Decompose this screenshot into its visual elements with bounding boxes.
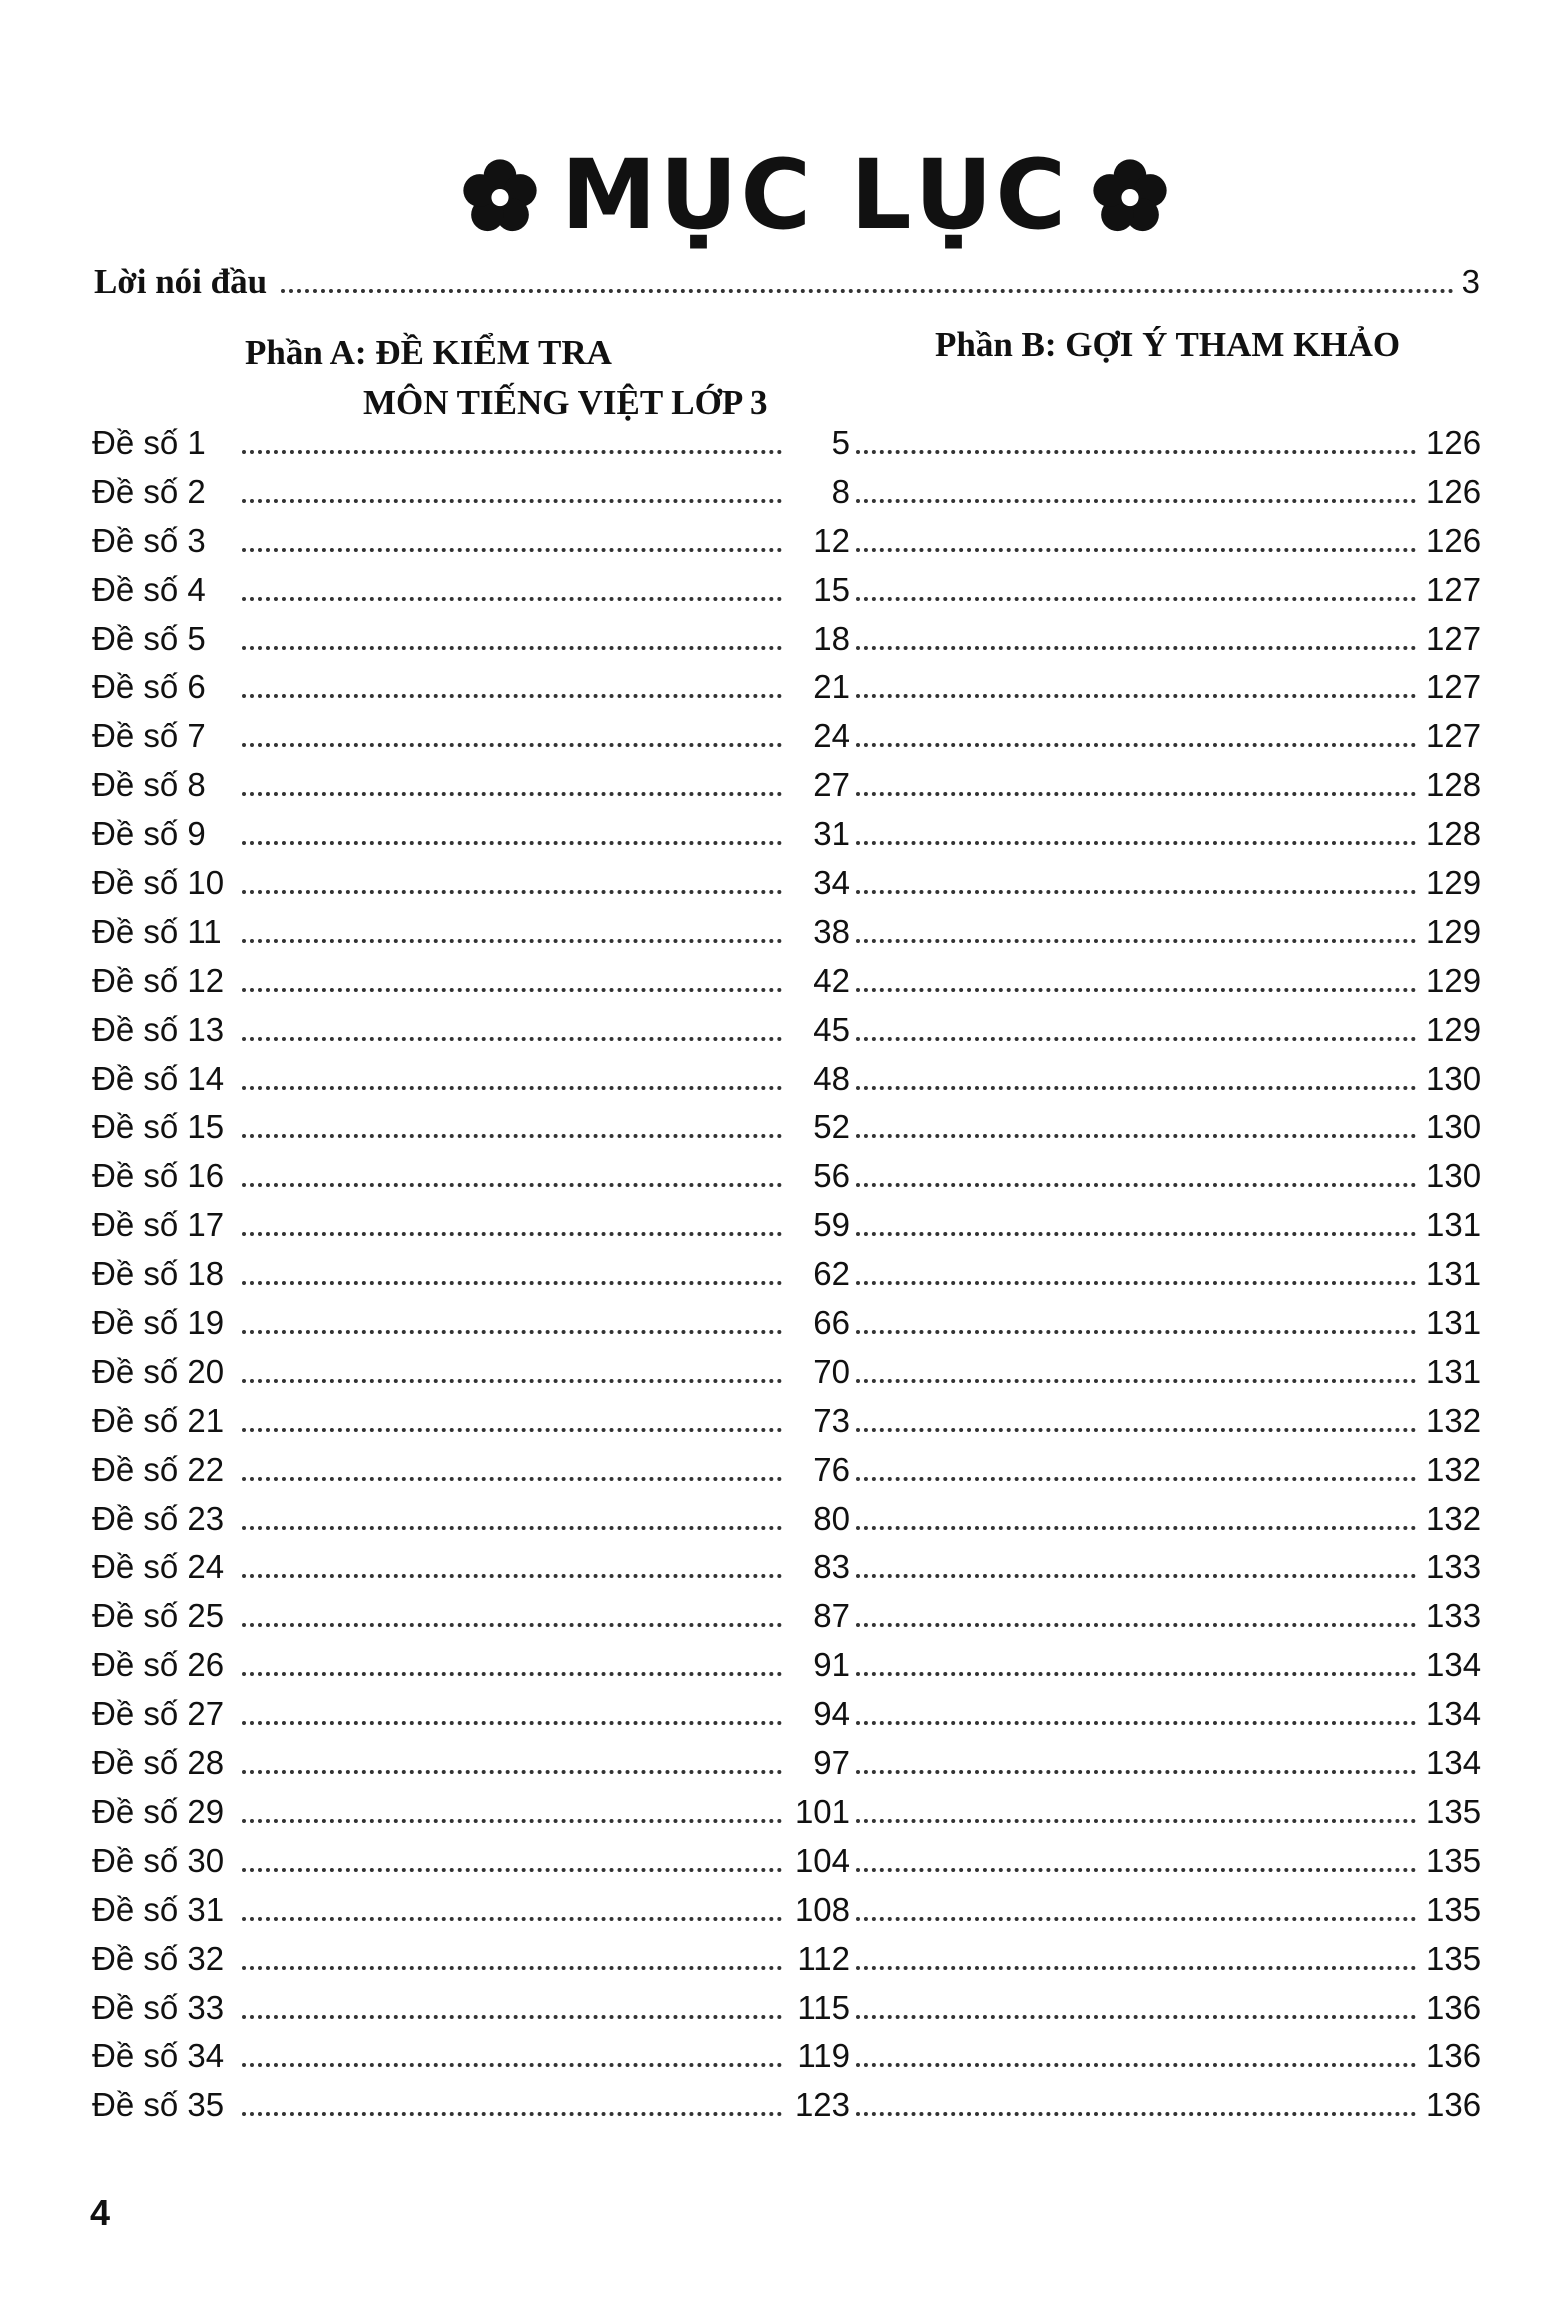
entry-page-b: 127 (1426, 619, 1482, 657)
entry-page-b: 131 (1426, 1352, 1482, 1390)
entry-label: Đề số 21 (92, 1401, 225, 1439)
leader-dots (856, 1037, 1416, 1041)
entry-page-b: 135 (1426, 1792, 1482, 1830)
entry-label: Đề số 25 (92, 1597, 225, 1635)
entry-page-a: 15 (813, 570, 850, 608)
leader-dots (856, 1379, 1416, 1383)
entry-label: Đề số 33 (92, 1988, 225, 2026)
leader-dots (856, 1917, 1416, 1921)
entry-label: Đề số 1 (92, 424, 206, 461)
entry-label: Đề số 3 (92, 521, 206, 559)
entry-page-b: 127 (1426, 668, 1482, 706)
entry-label: Đề số 5 (92, 619, 206, 657)
leader-dots (242, 2063, 782, 2067)
leader-dots (242, 1281, 782, 1285)
toc-row (92, 1989, 1482, 2038)
leader-dots (856, 1526, 1416, 1530)
entry-page-a: 101 (794, 1792, 850, 1830)
entry-page-b: 131 (1426, 1206, 1482, 1244)
part-a-heading (245, 328, 845, 428)
entry-page-a: 94 (813, 1695, 850, 1733)
entry-page-b: 126 (1426, 424, 1482, 461)
leader-dots (242, 2112, 782, 2116)
toc-row (92, 1548, 1482, 1597)
entry-page-b: 135 (1426, 1939, 1482, 1977)
leader-dots (242, 1721, 782, 1725)
entry-page-b: 131 (1426, 1304, 1482, 1342)
leader-dots (856, 1477, 1416, 1481)
entry-page-a: 70 (813, 1352, 850, 1390)
entry-label: Đề số 18 (92, 1255, 225, 1293)
leader-dots (242, 1868, 782, 1872)
leader-dots (242, 597, 782, 601)
toc-row (92, 424, 1482, 473)
entry-label: Đề số 13 (92, 1010, 225, 1048)
entry-page-a: 112 (797, 1939, 850, 1977)
leader-dots (242, 1477, 782, 1481)
toc-row (92, 668, 1482, 717)
toc-row (92, 1157, 1482, 1206)
title-text: MỤC LỤC (561, 139, 1069, 251)
entry-page-a: 56 (813, 1157, 850, 1195)
leader-dots (856, 1086, 1416, 1090)
leader-dots (242, 792, 782, 796)
entry-page-b: 128 (1426, 815, 1482, 853)
entry-page-a: 62 (813, 1255, 850, 1293)
leader-dots (242, 1379, 782, 1383)
leader-dots (856, 1770, 1416, 1774)
entry-page-b: 129 (1426, 1010, 1482, 1048)
entry-page-a: 48 (813, 1059, 850, 1097)
leader-dots (242, 1086, 782, 1090)
leader-dots (856, 2015, 1416, 2019)
toc-row (92, 913, 1482, 962)
leader-dots (856, 1721, 1416, 1725)
entry-page-a: 91 (813, 1646, 850, 1684)
leader-dots (856, 2112, 1416, 2116)
entry-page-b: 132 (1426, 1499, 1482, 1537)
entry-page-b: 133 (1426, 1597, 1482, 1635)
entry-label: Đề số 27 (92, 1695, 225, 1733)
flower-icon (1091, 157, 1169, 235)
entry-page-b: 132 (1426, 1401, 1482, 1439)
entry-label: Đề số 15 (92, 1108, 225, 1146)
toc-row (92, 1842, 1482, 1891)
part-a-line2: MÔN TIẾNG VIỆT LỚP 3 (363, 383, 768, 422)
entry-page-b: 132 (1426, 1450, 1482, 1488)
toc-row (92, 473, 1482, 522)
toc-row (92, 1353, 1482, 1402)
entry-page-a: 8 (831, 472, 850, 510)
toc-row (92, 1695, 1482, 1744)
toc-row (92, 1646, 1482, 1695)
preface-label: Lời nói đầu (94, 262, 268, 301)
toc-row (92, 1597, 1482, 1646)
leader-dots (242, 450, 782, 454)
entry-label: Đề số 24 (92, 1548, 225, 1586)
entry-page-a: 38 (813, 912, 850, 950)
entry-page-b: 130 (1426, 1108, 1482, 1146)
toc-row (92, 717, 1482, 766)
entry-page-b: 129 (1426, 912, 1482, 950)
leader-dots (856, 1330, 1416, 1334)
entry-label: Đề số 4 (92, 570, 206, 608)
leader-dots (242, 1428, 782, 1432)
entry-page-b: 133 (1426, 1548, 1482, 1586)
leader-dots (242, 548, 782, 552)
entry-page-b: 136 (1426, 1988, 1482, 2026)
leader-dots (242, 694, 782, 698)
entry-label: Đề số 17 (92, 1206, 225, 1244)
leader-dots (856, 1428, 1416, 1432)
entry-label: Đề số 31 (92, 1890, 225, 1928)
entry-page-b: 134 (1426, 1646, 1482, 1684)
toc-row (92, 620, 1482, 669)
toc-row (92, 1255, 1482, 1304)
leader-dots (242, 1672, 782, 1676)
leader-dots (856, 841, 1416, 845)
entry-label: Đề số 22 (92, 1450, 225, 1488)
leader-dots (242, 1917, 782, 1921)
entry-label: Đề số 35 (92, 2086, 225, 2124)
entry-page-a: 66 (813, 1304, 850, 1342)
leader-dots (242, 646, 782, 650)
leader-dots (242, 743, 782, 747)
entry-page-b: 128 (1426, 766, 1482, 804)
entry-page-a: 83 (813, 1548, 850, 1586)
page-number: 4 (90, 2192, 111, 2233)
leader-dots (856, 499, 1416, 503)
leader-dots (242, 1623, 782, 1627)
entry-label: Đề số 2 (92, 472, 206, 510)
toc-row (92, 1011, 1482, 1060)
entry-page-a: 80 (813, 1499, 850, 1537)
leader-dots (856, 1574, 1416, 1578)
leader-dots (242, 499, 782, 503)
entry-page-a: 119 (797, 2037, 850, 2075)
leader-dots (856, 646, 1416, 650)
leader-dots (242, 1134, 782, 1138)
toc-row (92, 1940, 1482, 1989)
entry-page-a: 87 (813, 1597, 850, 1635)
entry-page-a: 108 (794, 1890, 850, 1928)
entry-page-b: 130 (1426, 1059, 1482, 1097)
toc-row (92, 522, 1482, 571)
leader-dots (856, 694, 1416, 698)
toc-row (92, 1206, 1482, 1255)
leader-dots (856, 1232, 1416, 1236)
leader-dots (242, 988, 782, 992)
entry-page-a: 31 (813, 815, 850, 853)
entry-label: Đề số 11 (92, 912, 222, 950)
entry-page-a: 73 (813, 1401, 850, 1439)
entry-page-b: 136 (1426, 2086, 1482, 2124)
entry-page-b: 134 (1426, 1695, 1482, 1733)
entry-label: Đề số 19 (92, 1304, 225, 1342)
leader-dots (242, 841, 782, 845)
entry-label: Đề số 14 (92, 1059, 225, 1097)
entry-label: Đề số 6 (92, 668, 206, 706)
leader-dots (281, 289, 1454, 293)
entry-page-b: 126 (1426, 472, 1482, 510)
leader-dots (856, 1281, 1416, 1285)
entry-page-a: 18 (813, 619, 850, 657)
entry-page-a: 21 (813, 668, 850, 706)
leader-dots (242, 1330, 782, 1334)
entry-label: Đề số 26 (92, 1646, 225, 1684)
part-b-heading: Phần B: GỢI Ý THAM KHẢO (935, 325, 1401, 364)
entry-page-a: 76 (813, 1450, 850, 1488)
leader-dots (856, 548, 1416, 552)
page-title (0, 140, 1560, 250)
leader-dots (856, 1183, 1416, 1187)
entry-page-b: 127 (1426, 717, 1482, 755)
entry-page-a: 5 (831, 424, 850, 461)
leader-dots (242, 1819, 782, 1823)
toc-row (92, 571, 1482, 620)
toc-row (92, 1744, 1482, 1793)
entry-page-a: 34 (813, 864, 850, 902)
leader-dots (856, 1623, 1416, 1627)
leader-dots (242, 1770, 782, 1774)
toc-row (92, 766, 1482, 815)
preface-page: 3 (1461, 263, 1480, 300)
leader-dots (856, 1966, 1416, 1970)
entry-label: Đề số 10 (92, 864, 225, 902)
entry-page-b: 126 (1426, 521, 1482, 559)
leader-dots (856, 1672, 1416, 1676)
flower-icon (461, 157, 539, 235)
toc-row (92, 2086, 1482, 2135)
leader-dots (856, 1868, 1416, 1872)
entry-page-a: 104 (794, 1841, 850, 1879)
leader-dots (242, 1183, 782, 1187)
entry-page-a: 123 (794, 2086, 850, 2124)
toc-row (92, 864, 1482, 913)
toc-row (92, 2037, 1482, 2086)
entry-page-b: 135 (1426, 1841, 1482, 1879)
entry-page-a: 42 (813, 961, 850, 999)
toc-row (92, 1451, 1482, 1500)
entry-page-b: 135 (1426, 1890, 1482, 1928)
entry-page-b: 129 (1426, 864, 1482, 902)
entry-page-b: 130 (1426, 1157, 1482, 1195)
toc-row (92, 1793, 1482, 1842)
leader-dots (856, 597, 1416, 601)
leader-dots (242, 2015, 782, 2019)
entry-label: Đề số 23 (92, 1499, 225, 1537)
leader-dots (856, 890, 1416, 894)
leader-dots (242, 1526, 782, 1530)
entry-label: Đề số 30 (92, 1841, 225, 1879)
toc-row (92, 1304, 1482, 1353)
entry-page-b: 129 (1426, 961, 1482, 999)
entry-page-a: 45 (813, 1010, 850, 1048)
toc-row (92, 962, 1482, 1011)
entry-label: Đề số 29 (92, 1792, 225, 1830)
toc-row (92, 1500, 1482, 1549)
toc-row (92, 1891, 1482, 1940)
leader-dots (242, 1037, 782, 1041)
leader-dots (856, 1134, 1416, 1138)
entry-label: Đề số 12 (92, 961, 225, 999)
leader-dots (856, 743, 1416, 747)
entry-page-b: 136 (1426, 2037, 1482, 2075)
entry-page-b: 127 (1426, 570, 1482, 608)
toc-row (92, 1060, 1482, 1109)
leader-dots (242, 1574, 782, 1578)
preface-entry (94, 262, 1480, 312)
leader-dots (242, 939, 782, 943)
leader-dots (856, 988, 1416, 992)
toc-row (92, 1108, 1482, 1157)
leader-dots (856, 792, 1416, 796)
entry-label: Đề số 28 (92, 1744, 225, 1782)
leader-dots (242, 890, 782, 894)
entry-page-a: 97 (813, 1744, 850, 1782)
entry-page-a: 24 (813, 717, 850, 755)
entry-label: Đề số 8 (92, 766, 206, 804)
entry-label: Đề số 32 (92, 1939, 225, 1977)
leader-dots (856, 450, 1416, 454)
entry-page-a: 27 (813, 766, 850, 804)
toc-row (92, 815, 1482, 864)
entry-page-a: 52 (813, 1108, 850, 1146)
entry-label: Đề số 9 (92, 815, 206, 853)
leader-dots (242, 1232, 782, 1236)
entry-page-b: 134 (1426, 1744, 1482, 1782)
entry-label: Đề số 16 (92, 1157, 225, 1195)
toc-row (92, 1402, 1482, 1451)
toc-list (92, 424, 1482, 2135)
leader-dots (856, 2063, 1416, 2067)
entry-page-a: 115 (797, 1988, 850, 2026)
leader-dots (856, 939, 1416, 943)
entry-label: Đề số 34 (92, 2037, 225, 2075)
leader-dots (242, 1966, 782, 1970)
entry-label: Đề số 20 (92, 1352, 225, 1390)
entry-label: Đề số 7 (92, 717, 206, 755)
leader-dots (856, 1819, 1416, 1823)
part-a-line1: Phần A: ĐỀ KIỂM TRA (245, 333, 612, 372)
entry-page-a: 12 (813, 521, 850, 559)
entry-page-a: 59 (813, 1206, 850, 1244)
entry-page-b: 131 (1426, 1255, 1482, 1293)
